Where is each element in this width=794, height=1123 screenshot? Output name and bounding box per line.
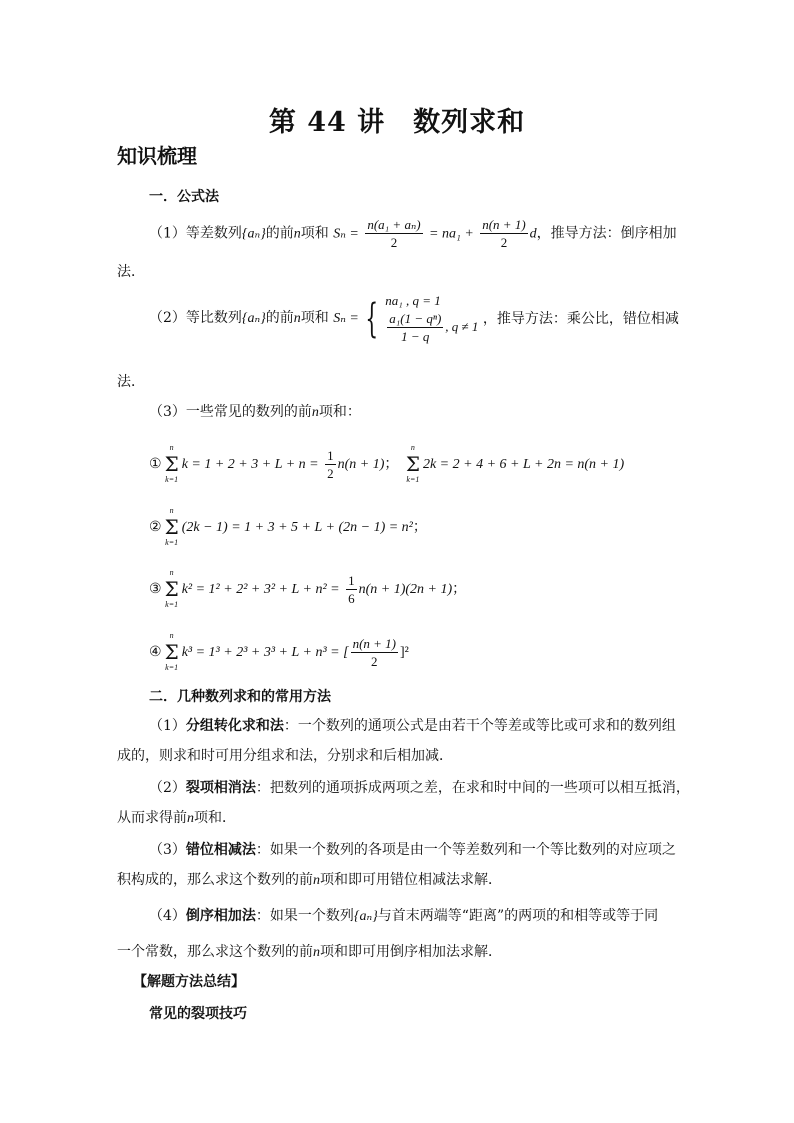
item1-mid2: 项和 <box>300 225 329 242</box>
circled-2: ② <box>149 519 162 535</box>
sigma-icon: n Σ k=1 <box>164 631 179 672</box>
f3-lhs: k² = 1² + 2² + 3² + L + n² = <box>181 582 340 597</box>
item1-frac1-den: 2 <box>390 235 398 250</box>
brace-icon: { <box>365 295 379 342</box>
m3-name: 错位相减法 <box>185 842 256 858</box>
f4-frac-den: 2 <box>371 653 378 669</box>
item1-eq2: = na₁ + <box>429 226 474 242</box>
sigma-icon: n Σ k=1 <box>164 506 179 547</box>
split-term-heading: 常见的裂项技巧 <box>149 1006 247 1022</box>
f1-half-den: 2 <box>327 465 334 481</box>
part1-heading: 一．公式法 <box>149 189 219 205</box>
page-title: 第 44 讲 数列求和 <box>268 107 526 138</box>
sigma-bottom: k=1 <box>165 475 179 484</box>
method4-line2 <box>117 942 502 963</box>
m2-n: n <box>187 811 194 826</box>
m2-num: （2） <box>149 780 186 796</box>
m3-text1: ：如果一个数列的各项是由一个等差数列和一个等比数列的对应项之 <box>255 842 676 858</box>
f1-lhs: k = 1 + 2 + 3 + L + n = <box>181 457 319 472</box>
f4-rhs: ]² <box>400 645 409 660</box>
item2-case2-cond: , q ≠ 1 <box>445 319 479 334</box>
f3-end: ； <box>452 581 467 597</box>
formula-sum-k <box>149 442 624 486</box>
m3-n: n <box>313 873 320 888</box>
f1-half-num: 1 <box>327 447 334 463</box>
sigma-bottom: k=1 <box>165 538 179 547</box>
sigma-top: n <box>169 568 174 577</box>
formula-geometric-sum <box>149 292 679 345</box>
f4-frac-num: n(n + 1) <box>352 635 397 651</box>
item2-mid: 的前 <box>265 310 294 326</box>
item2-lead <box>149 308 359 329</box>
method4-line1 <box>149 906 658 927</box>
f1-half <box>325 447 336 482</box>
m4-text1b: 与首末两端等“距离”的两项的和相等或等于同 <box>377 908 659 924</box>
item1-frac2 <box>480 216 527 251</box>
m4-num: （4） <box>149 908 186 924</box>
sigma-icon: n Σ k=1 <box>405 443 420 484</box>
item1-wrap: 法． <box>117 264 145 280</box>
item3-line <box>149 402 361 423</box>
method1-line1 <box>149 716 676 736</box>
item1-d: d <box>529 226 537 242</box>
sigma-icon: n Σ k=1 <box>164 568 179 609</box>
method2-line1 <box>149 778 690 798</box>
item1-mid: 的前 <box>265 225 294 242</box>
item1-sn: Sₙ = <box>333 226 359 242</box>
m3-num: （3） <box>149 842 186 858</box>
f2-end: ； <box>412 519 427 535</box>
method3-line1 <box>149 840 676 860</box>
m3-text2a: 积构成的，那么求这个数列的前 <box>117 872 313 888</box>
item2-suffix: ，推导方法：乘公比，错位相减 <box>482 310 679 327</box>
item1-seq: {aₙ} <box>241 226 266 242</box>
sigma-top: n <box>410 443 415 452</box>
section-heading: 知识梳理 <box>117 144 197 168</box>
item2-mid2: 项和 <box>300 310 329 326</box>
item2-case2-num: a₁(1 − qⁿ) <box>389 311 442 326</box>
item1-suffix: ，推导方法：倒序相加 <box>536 225 677 242</box>
item2-case1: na₁ , q = 1 <box>385 293 441 308</box>
m1-text1: ：一个数列的通项公式是由若干个等差或等比或可求和的数列组 <box>283 718 676 734</box>
item1-frac1 <box>365 216 422 251</box>
item2-n: n <box>293 311 301 326</box>
m4-text2a: 一个常数，那么求这个数列的前 <box>117 944 313 960</box>
item2-seq: {aₙ} <box>241 311 266 326</box>
sigma-icon: n Σ k=1 <box>164 443 179 484</box>
item1-n: n <box>293 226 301 242</box>
sigma-top: n <box>169 443 174 452</box>
m1-name: 分组转化求和法 <box>185 718 284 734</box>
circled-3: ③ <box>149 581 162 597</box>
item2-prefix: （2）等比数列 <box>149 310 242 326</box>
m4-seq: {aₙ} <box>353 909 378 924</box>
sigma-top: n <box>169 506 174 515</box>
item1-frac2-num: n(n + 1) <box>482 217 526 232</box>
item2-case2 <box>385 310 478 345</box>
item2-sn: Sₙ = <box>333 311 359 326</box>
sigma-bottom: k=1 <box>165 600 179 609</box>
formula-sum-squares <box>149 567 466 611</box>
f1-sep: ； <box>384 456 399 472</box>
item2-case2-frac <box>387 310 443 345</box>
f4-frac <box>351 635 398 670</box>
method3-line2 <box>117 870 502 891</box>
f3-frac-den: 6 <box>348 590 355 606</box>
item2-wrap: 法． <box>117 374 145 390</box>
f2-expr: (2k − 1) = 1 + 3 + 5 + L + (2n − 1) = n² <box>181 520 413 535</box>
sigma-bottom: k=1 <box>165 663 179 672</box>
m2-text2b: 项和． <box>194 810 236 826</box>
f4-lhs: k³ = 1³ + 2³ + 3³ + L + n³ = [ <box>181 645 349 660</box>
formula-arithmetic-sum <box>149 216 677 251</box>
m3-text2b: 项和即可用错位相减法求解． <box>320 872 502 888</box>
summary-heading: 【解题方法总结】 <box>133 974 245 990</box>
m4-n: n <box>313 945 320 960</box>
item1-prefix: （1）等差数列 <box>149 225 242 242</box>
m4-name: 倒序相加法 <box>185 908 256 924</box>
f3-frac <box>346 572 357 607</box>
m1-num: （1） <box>149 718 186 734</box>
item3-n: n <box>311 405 319 420</box>
m2-name: 裂项相消法 <box>185 780 256 796</box>
method2-line2 <box>117 808 236 829</box>
sigma-top: n <box>169 631 174 640</box>
formula-sum-odd <box>149 505 427 549</box>
m2-text1: ：把数列的通项拆成两项之差，在求和时中间的一些项可以相互抵消， <box>255 780 690 796</box>
f3-frac-num: 1 <box>348 572 355 588</box>
formula-sum-cubes <box>149 630 409 674</box>
item3-text: （3）一些常见的数列的前 <box>149 404 312 420</box>
part2-heading: 二．几种数列求和的常用方法 <box>149 689 331 705</box>
sigma-bottom: k=1 <box>406 475 420 484</box>
m2-text2a: 从而求得前 <box>117 810 187 826</box>
item2-cases <box>385 292 478 345</box>
item2-case2-den: 1 − q <box>401 329 430 344</box>
item1-frac1-num: n(a₁ + aₙ) <box>367 217 421 232</box>
m4-text1a: ：如果一个数列 <box>255 908 354 924</box>
item1-frac2-den: 2 <box>500 235 508 250</box>
f1-lhs2: 2k = 2 + 4 + 6 + L + 2n = n(n + 1) <box>422 457 625 472</box>
method1-line2: 成的，则求和时可用分组求和法，分别求和后相加减． <box>117 748 453 764</box>
item3-text2: 项和： <box>318 404 361 420</box>
m4-text2b: 项和即可用倒序相加法求解． <box>320 944 502 960</box>
f3-rhs: n(n + 1)(2n + 1) <box>358 582 453 597</box>
circled-1: ① <box>149 456 162 472</box>
circled-4: ④ <box>149 644 162 660</box>
f1-rhs: n(n + 1) <box>337 457 385 472</box>
